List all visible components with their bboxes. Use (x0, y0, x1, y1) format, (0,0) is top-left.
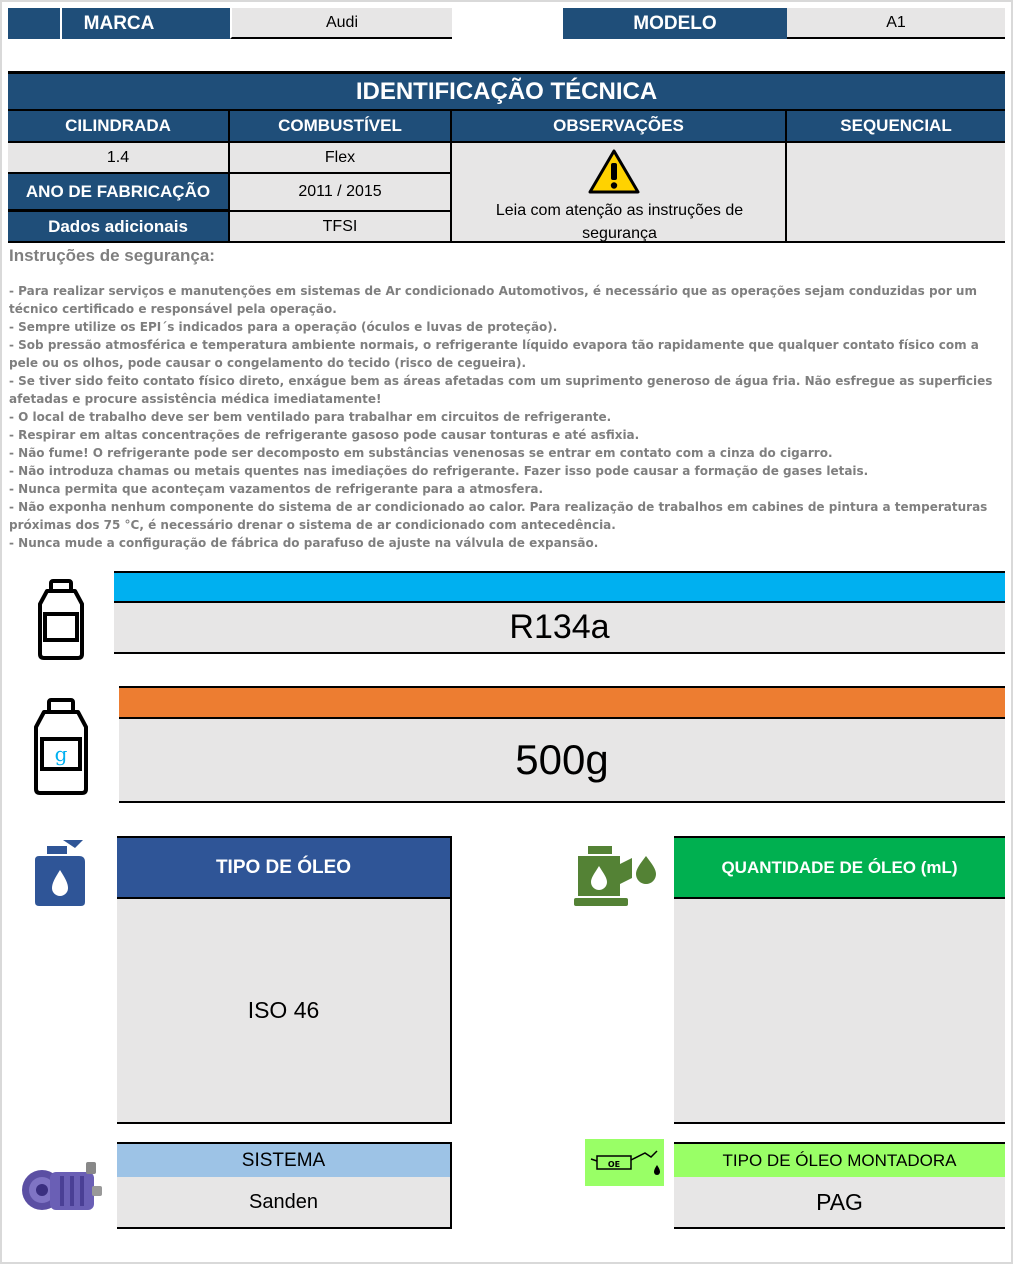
extra-label: Dados adicionais (8, 212, 230, 243)
model-label: MODELO (563, 8, 787, 39)
brand-value: Audi (230, 8, 452, 39)
warning-icon (588, 149, 640, 195)
safety-line: - Sempre utilize os EPI´s indicados para a operação (óculos e luvas de proteção). (9, 320, 558, 334)
oil-quantity-icon (574, 844, 660, 910)
brand-label (8, 8, 230, 39)
safety-line: - Sob pressão atmosférica e temperatura ambiente normais, o refrigerante líquido evapora tão rapidamente que qualquer contato físico com a pele ou os olhos, pode causar o congelamento do tecido (risco de cegueira). (9, 338, 979, 370)
safety-line: - Não introduza chamas ou metais quentes nas imediações do refrigerante. Fazer isso pode causar a formação de gases letais. (9, 464, 869, 478)
displacement-value: 1.4 (8, 143, 230, 174)
observation-text: Leia com atenção as instruções de segurança (495, 202, 744, 242)
brand-label-text: MARCA (83, 12, 155, 34)
year-value: 2011 / 2015 (230, 174, 452, 212)
refrigerant-amount-value: 500g (119, 719, 1005, 803)
safety-line: - Nunca mude a configuração de fábrica do parafuso de ajuste na válvula de expansão. (9, 536, 599, 550)
system-label: SISTEMA (117, 1142, 452, 1177)
refrigerant-bottle-icon (36, 578, 86, 662)
safety-title: Instruções de segurança: (9, 246, 215, 265)
col-sequencial: SEQUENCIAL (787, 111, 1005, 141)
safety-line: - Não exponha nenhum componente do sistema de ar condicionado ao calor. Para realização de trabalhos em cabines de pintura a temperaturas próximas dos 75 °C, é necessário drenar o sistema de ar condicionado com antecedência. (9, 500, 988, 532)
sequential-cell (787, 143, 1005, 243)
year-label: ANO DE FABRICAÇÃO (8, 174, 230, 212)
oem-oil-label: TIPO DE ÓLEO MONTADORA (674, 1142, 1005, 1177)
refrigerant-type-bar (114, 571, 1005, 603)
safety-line: - Se tiver sido feito contato físico direto, enxágue bem as áreas afetadas com um suprimento generoso de água fria. Não esfregue as superficies afetadas e procure assistência médica imediatamente! (9, 374, 993, 406)
oem-oil-icon (585, 1139, 664, 1186)
safety-line: - Respirar em altas concentrações de refrigerante gasoso pode causar tonturas e até asfixia. (9, 428, 640, 442)
col-cilindrada: CILINDRADA (8, 111, 230, 141)
header-divider (60, 8, 62, 39)
fuel-value: Flex (230, 143, 452, 174)
model-value: A1 (787, 8, 1005, 39)
safety-line: - O local de trabalho deve ser bem ventilado para trabalhar em circuitos de refrigerante. (9, 410, 612, 424)
col-combustivel: COMBUSTÍVEL (230, 111, 452, 141)
safety-line: - Não fume! O refrigerante pode ser decomposto em substâncias venenosas se entrar em contato com a cinza do cigarro. (9, 446, 833, 460)
technical-title: IDENTIFICAÇÃO TÉCNICA (8, 71, 1005, 109)
safety-line: - Nunca permita que aconteçam vazamentos de refrigerante para a atmosfera. (9, 482, 544, 496)
extra-value: TFSI (230, 212, 452, 243)
oil-quantity-label: QUANTIDADE DE ÓLEO (mL) (674, 836, 1005, 899)
refrigerant-amount-icon (32, 697, 90, 797)
oil-pump-icon (585, 1139, 664, 1186)
col-observacoes: OBSERVAÇÕES (452, 111, 787, 141)
refrigerant-type-value: R134a (114, 603, 1005, 654)
safety-list (9, 282, 999, 552)
oil-type-value: ISO 46 (117, 899, 452, 1124)
safety-line: - Para realizar serviços e manutenções em sistemas de Ar condicionado Automotivos, é necessário que as operações sejam conduzidas por um técnico certificado e responsável pela operação. (9, 284, 977, 316)
refrigerant-amount-bar (119, 686, 1005, 719)
oil-quantity-value (674, 899, 1005, 1124)
oe-text: OE (607, 1160, 621, 1169)
system-value: Sanden (117, 1177, 452, 1229)
gram-letter: g (54, 742, 68, 766)
oil-type-label: TIPO DE ÓLEO (117, 836, 452, 899)
oil-can-icon (33, 838, 91, 908)
compressor-icon (20, 1156, 104, 1220)
observation-cell (452, 143, 787, 243)
oem-oil-value: PAG (674, 1177, 1005, 1229)
